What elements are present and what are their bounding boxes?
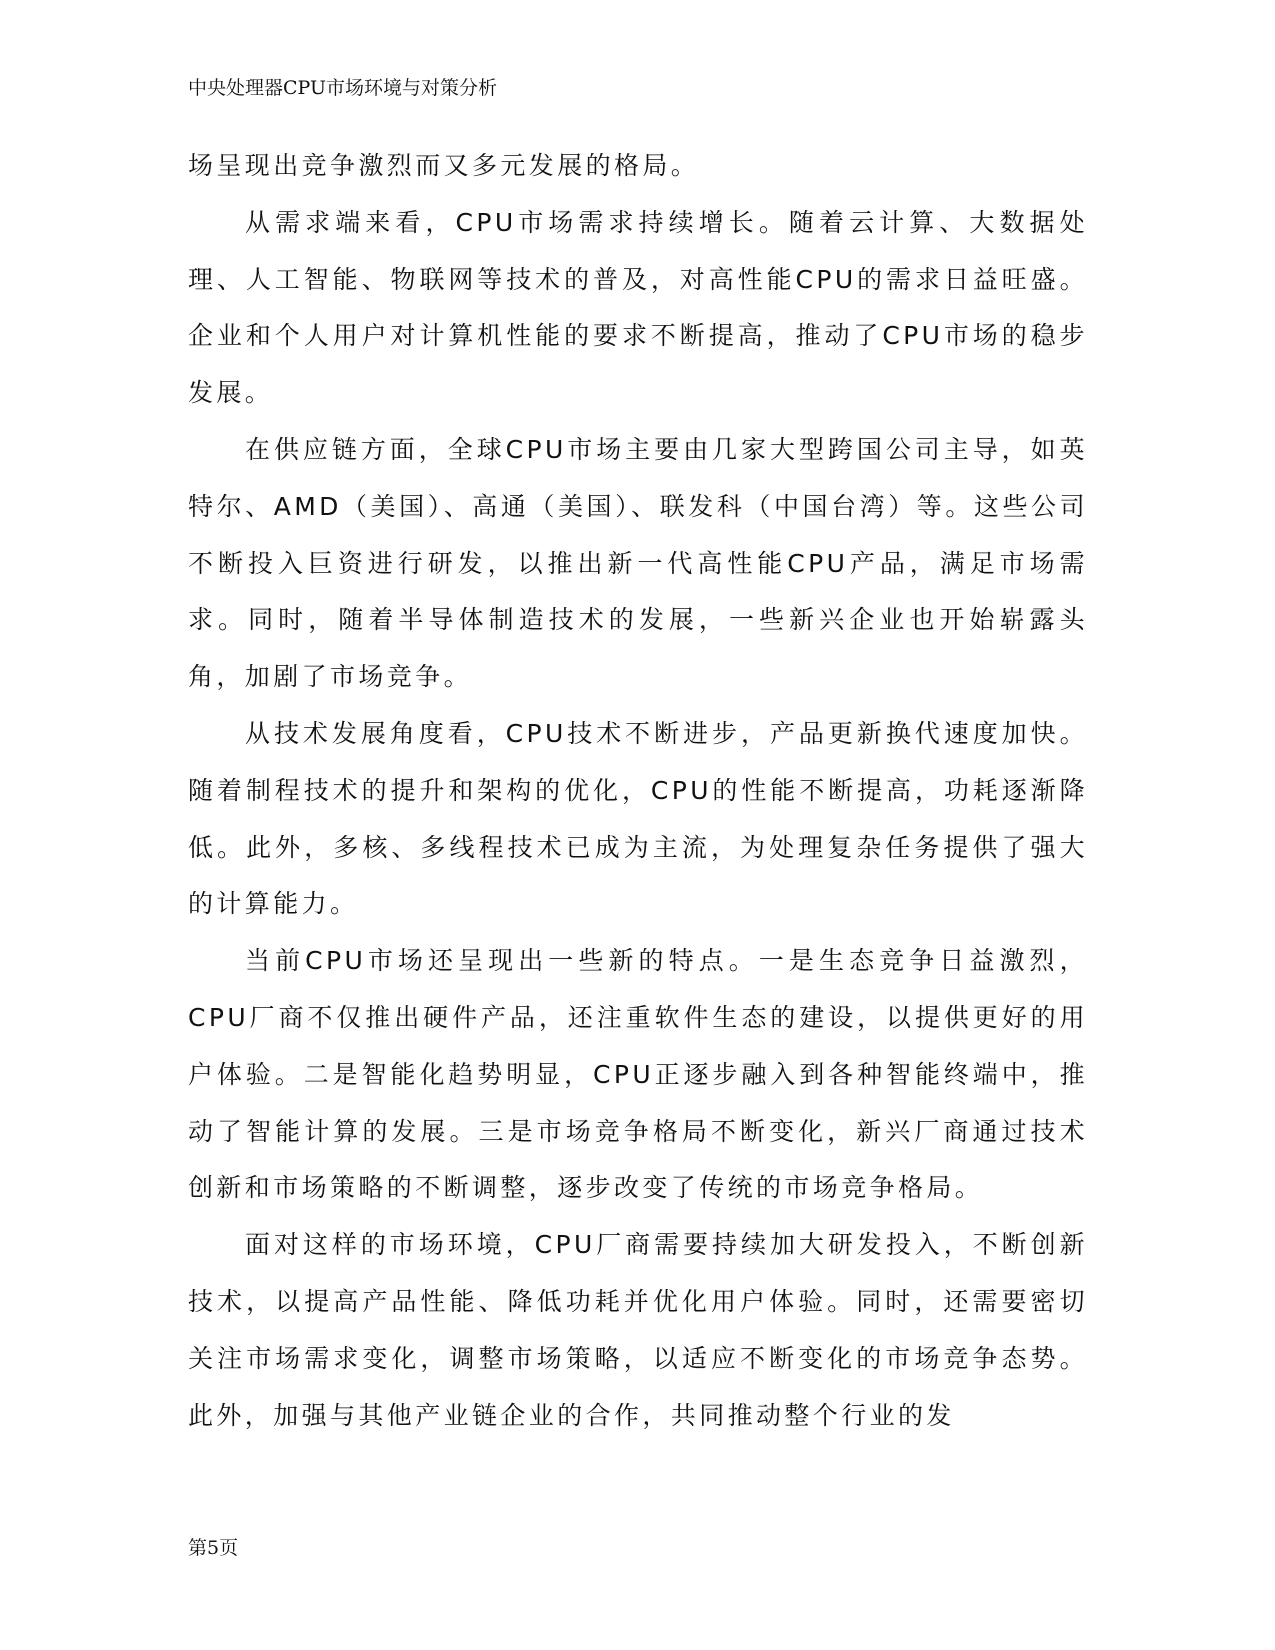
running-header: 中央处理器CPU市场环境与对策分析 [188,77,498,99]
paragraph-technology: 从技术发展角度看，CPU技术不断进步，产品更新换代速度加快。随着制程技术的提升和架构的优化，CPU的性能不断提高，功耗逐渐降低。此外，多核、多线程技术已成为主流，为处理复杂任务提供了强大的计算能力。 [188,718,1088,919]
paragraph-continuation: 场呈现出竞争激烈而又多元发展的格局。 [188,151,700,180]
paragraph-demand: 从需求端来看，CPU市场需求持续增长。随着云计算、大数据处理、人工智能、物联网等技术的普及，对高性能CPU的需求日益旺盛。企业和个人用户对计算机性能的要求不断提高，推动了CPU市场的稳步发展。 [188,207,1088,408]
paragraph-supply-chain: 在供应链方面，全球CPU市场主要由几家大型跨国公司主导，如英特尔、AMD（美国）、高通（美国）、联发科（中国台湾）等。这些公司不断投入巨资进行研发，以推出新一代高性能CPU产品，满足市场需求。同时，随着半导体制造技术的发展，一些新兴企业也开始崭露头角，加剧了市场竞争。 [188,434,1088,692]
paragraph-response: 面对这样的市场环境，CPU厂商需要持续加大研发投入，不断创新技术，以提高产品性能、降低功耗并优化用户体验。同时，还需要密切关注市场需求变化，调整市场策略，以适应不断变化的市场竞争态势。此外，加强与其他产业链企业的合作，共同推动整个行业的发 [188,1230,1088,1430]
page-number: 第5页 [188,1537,239,1559]
body-text [188,138,1088,1444]
paragraph-new-features: 当前CPU市场还呈现出一些新的特点。一是生态竞争日益激烈，CPU厂商不仅推出硬件产品，还注重软件生态的建设，以提供更好的用户体验。二是智能化趋势明显，CPU正逐步融入到各种智能终端中，推动了智能计算的发展。三是市场竞争格局不断变化，新兴厂商通过技术创新和市场策略的不断调整，逐步改变了传统的市场竞争格局。 [188,946,1088,1203]
